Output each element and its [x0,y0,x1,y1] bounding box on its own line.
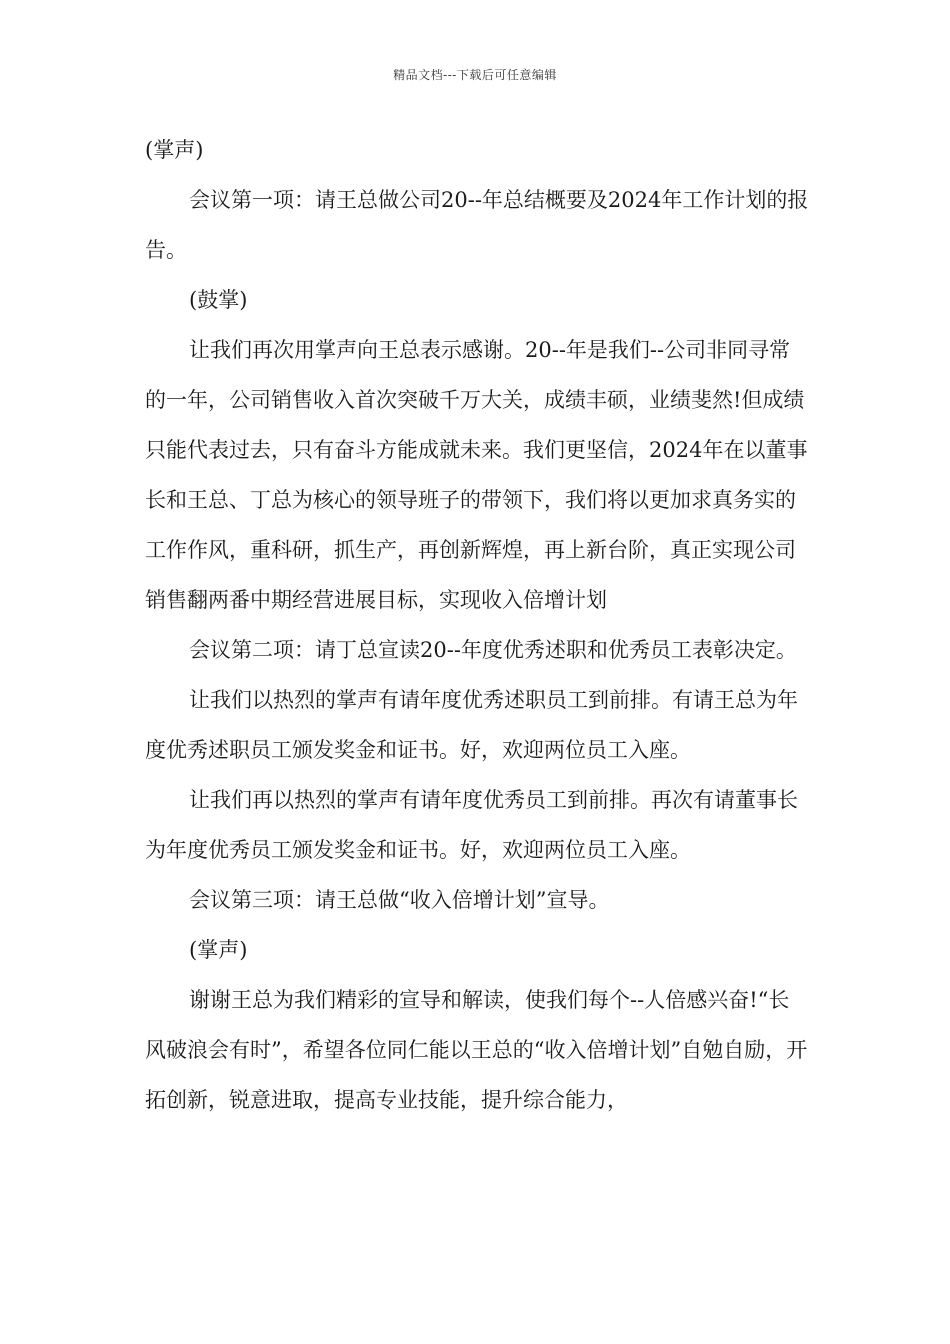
paragraph-applause-2: (掌声) [189,938,248,962]
paragraph-award-excellent-staff: 让我们再以热烈的掌声有请年度优秀员工到前排。再次有请董事长为年度优秀员工颁发奖金和证书。好，欢迎两位员工入座。 [145,788,798,862]
paragraph-agenda-item-3: 会议第三项：请王总做“收入倍增计划”宣导。 [189,888,610,912]
paragraph-thanks-review: 让我们再次用掌声向王总表示感谢。20--年是我们--公司非同寻常的一年，公司销售收入首次突破千万大关，成绩丰硕，业绩斐然!但成绩只能代表过去，只有奋斗方能成就未来。我们更坚信，2024年在以董事长和王总、丁总为核心的领导班子的带领下，我们将以更加求真务实的工作作风，重科研，抓生产，再创新辉煌，再上新台阶，真正实现公司销售翻两番中期经营进展目标，实现收入倍增计划 [145,338,808,612]
paragraph-agenda-item-2: 会议第二项：请丁总宣读20--年度优秀述职和优秀员工表彰决定。 [189,638,797,662]
document-body [145,125,810,1125]
paragraph-applause: (掌声) [145,138,204,162]
page-header: 精品文档---下载后可任意编辑 [393,68,557,82]
paragraph-award-reporting-staff: 让我们以热烈的掌声有请年度优秀述职员工到前排。有请王总为年度优秀述职员工颁发奖金和证书。好，欢迎两位员工入座。 [145,688,798,762]
paragraph-closing-thanks: 谢谢王总为我们精彩的宣导和解读，使我们每个--人倍感兴奋!“长风破浪会有时”，希望各位同仁能以王总的“收入倍增计划”自勉自励，开拓创新，锐意进取，提高专业技能，提升综合能力， [145,988,808,1112]
paragraph-agenda-item-1: 会议第一项：请王总做公司20--年总结概要及2024年工作计划的报告。 [145,188,809,262]
paragraph-clapping: (鼓掌) [189,288,248,312]
